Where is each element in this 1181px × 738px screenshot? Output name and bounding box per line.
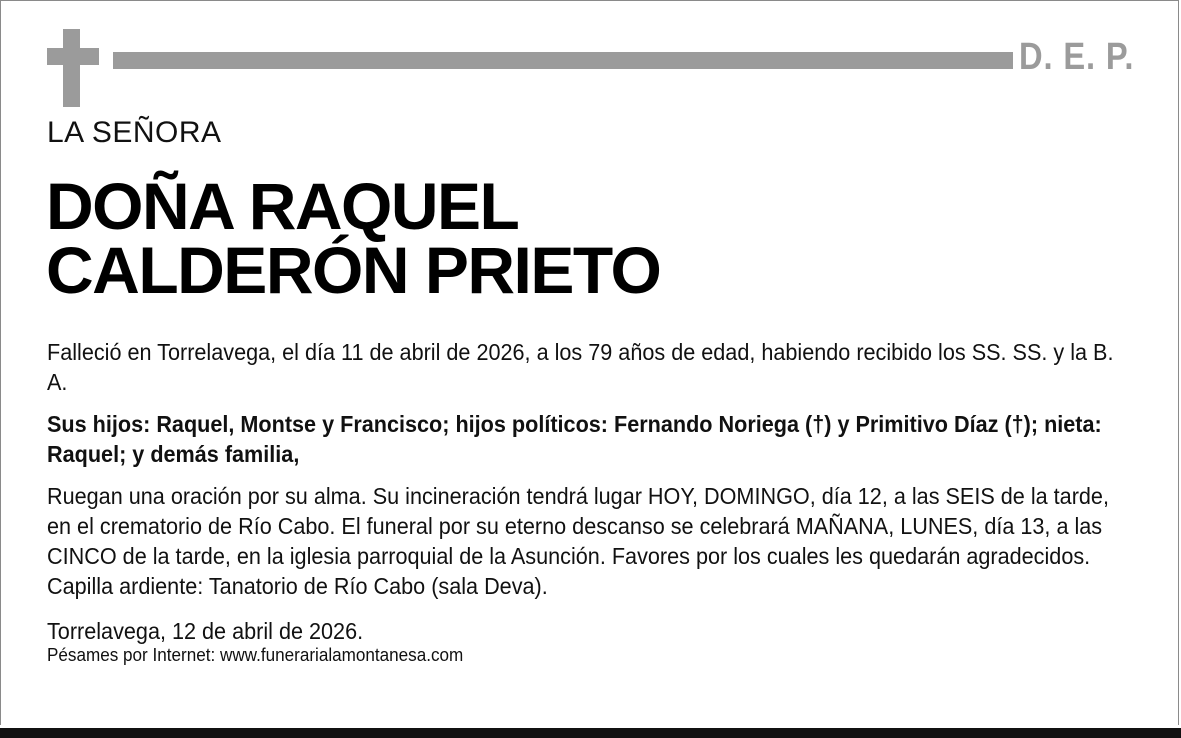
death-notice: Falleció en Torrelavega, el día 11 de abril de 2026, a los 79 años de edad, habiendo recibido los SS. SS. y la B. A.: [47, 339, 1114, 395]
dep-label: D. E. P.: [1019, 36, 1135, 78]
header-rule: [113, 52, 1013, 69]
deceased-name-line1: DOÑA RAQUEL: [46, 169, 519, 243]
deceased-name-line2: CALDERÓN PRIETO: [46, 233, 661, 307]
family-list: Sus hijos: Raquel, Montse y Francisco; hijos políticos: Fernando Noriega (†) y Primitivo Díaz (†); nieta: Raquel; y demás familia,: [47, 411, 1102, 467]
condolences-link[interactable]: Pésames por Internet: www.funerarialamontanesa.com: [47, 645, 464, 665]
honorific: LA SEÑORA: [47, 116, 222, 149]
deceased-name: [46, 169, 661, 307]
cross-icon: [63, 29, 80, 107]
cross-icon-bar: [47, 48, 99, 65]
bottom-border: [0, 728, 1181, 738]
ceremony-details: Ruegan una oración por su alma. Su incineración tendrá lugar HOY, DOMINGO, día 12, a las SEIS de la tarde, en el crematorio de Río Cabo. El funeral por su eterno descanso se celebrará MAÑANA, LUNES, día 13, a las CINCO de la tarde, en la iglesia parroquial de la Asunción. Favores por los cuales les quedarán agradecidos. Capilla ardiente: Tanatorio de Río Cabo (sala Deva).: [47, 483, 1109, 599]
place-date: Torrelavega, 12 de abril de 2026.: [47, 618, 364, 644]
